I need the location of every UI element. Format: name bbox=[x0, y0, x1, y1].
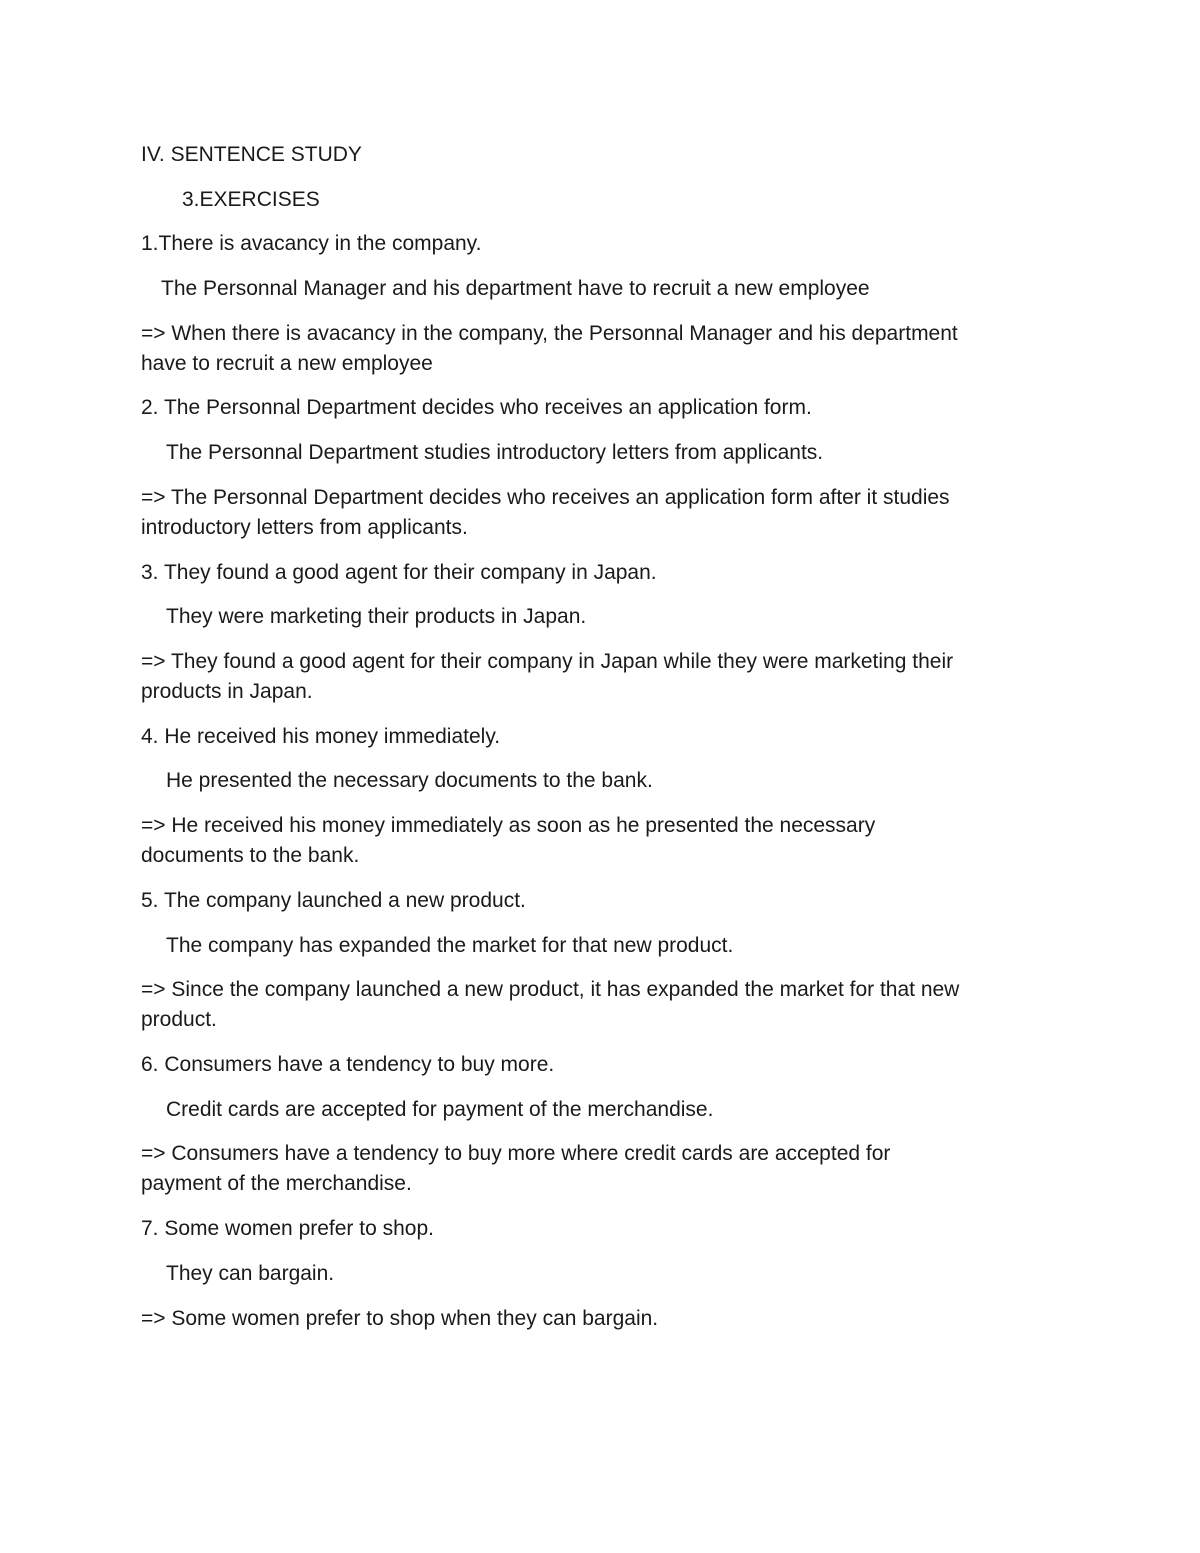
exercise-3-sentence-b: They were marketing their products in Japan. bbox=[166, 605, 587, 628]
exercise-6-answer-line2: payment of the merchandise. bbox=[141, 1172, 412, 1195]
exercise-2-answer-line2: introductory letters from applicants. bbox=[141, 516, 468, 539]
exercise-7-sentence-b: They can bargain. bbox=[166, 1262, 335, 1285]
exercise-1-answer-line2: have to recruit a new employee bbox=[141, 352, 433, 375]
exercise-3-answer-line1: => They found a good agent for their company in Japan while they were marketing their bbox=[141, 650, 954, 673]
exercise-7-answer-line1: => Some women prefer to shop when they can bargain. bbox=[141, 1307, 659, 1330]
exercise-5-sentence-a: 5. The company launched a new product. bbox=[141, 889, 526, 912]
exercise-6-sentence-b: Credit cards are accepted for payment of the merchandise. bbox=[166, 1098, 714, 1121]
exercise-6-sentence-a: 6. Consumers have a tendency to buy more. bbox=[141, 1053, 555, 1076]
exercise-4-answer-line1: => He received his money immediately as soon as he presented the necessary bbox=[141, 814, 876, 837]
exercise-5-sentence-b: The company has expanded the market for that new product. bbox=[166, 934, 734, 957]
exercise-5-answer-line1: => Since the company launched a new product, it has expanded the market for that new bbox=[141, 978, 960, 1001]
exercise-1-answer-line1: => When there is avacancy in the company, the Personnal Manager and his department bbox=[141, 322, 958, 345]
exercise-1-sentence-b: The Personnal Manager and his department have to recruit a new employee bbox=[161, 277, 870, 300]
exercise-5-answer-line2: product. bbox=[141, 1008, 217, 1031]
exercise-3-sentence-a: 3. They found a good agent for their company in Japan. bbox=[141, 561, 657, 584]
subsection-title: 3.EXERCISES bbox=[182, 188, 320, 211]
exercise-4-sentence-b: He presented the necessary documents to the bank. bbox=[166, 769, 653, 792]
exercise-1-sentence-a: 1.There is avacancy in the company. bbox=[141, 232, 482, 255]
exercise-4-sentence-a: 4. He received his money immediately. bbox=[141, 725, 501, 748]
exercise-3-answer-line2: products in Japan. bbox=[141, 680, 313, 703]
exercise-7-sentence-a: 7. Some women prefer to shop. bbox=[141, 1217, 434, 1240]
exercise-4-answer-line2: documents to the bank. bbox=[141, 844, 360, 867]
exercise-2-sentence-a: 2. The Personnal Department decides who receives an application form. bbox=[141, 396, 812, 419]
exercise-2-sentence-b: The Personnal Department studies introductory letters from applicants. bbox=[166, 441, 824, 464]
exercise-6-answer-line1: => Consumers have a tendency to buy more where credit cards are accepted for bbox=[141, 1142, 891, 1165]
section-title: IV. SENTENCE STUDY bbox=[141, 143, 362, 166]
exercise-2-answer-line1: => The Personnal Department decides who receives an application form after it studies bbox=[141, 486, 950, 509]
